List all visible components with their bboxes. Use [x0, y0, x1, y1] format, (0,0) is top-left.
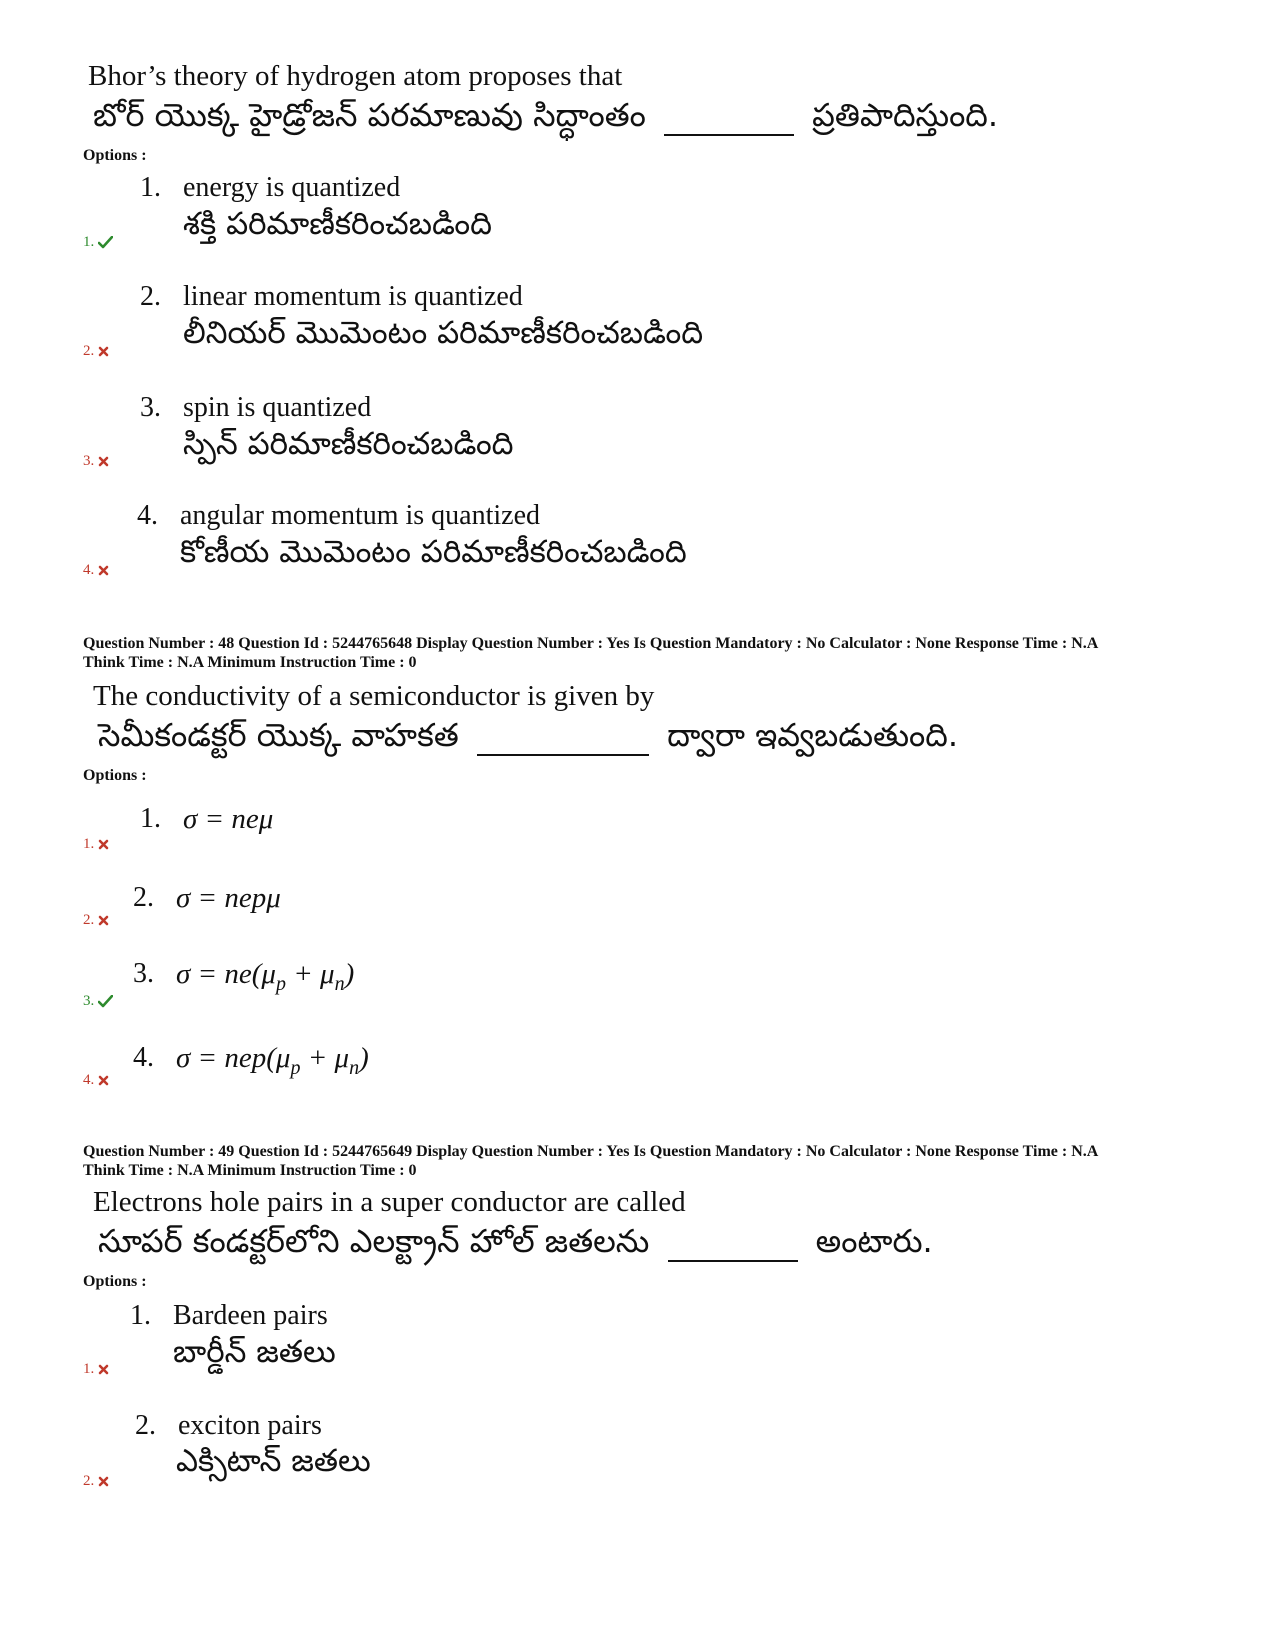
q47-option-3-marker-label: 3. — [83, 453, 95, 469]
q48-meta — [83, 634, 1098, 672]
q48-answer-blank — [477, 716, 649, 756]
q48-option-4-formula-mid: + μ — [300, 1042, 350, 1074]
q48-question-english: The conductivity of a semiconductor is given by — [93, 680, 655, 712]
q48-option-2-formula: σ = nepμ — [176, 882, 281, 914]
q47-option-3-number: 3. — [140, 392, 161, 423]
q49-option-1-number: 1. — [130, 1300, 151, 1331]
q48-option-3-formula-close: ) — [344, 958, 355, 990]
q47-option-2-english: linear momentum is quantized — [183, 281, 523, 312]
q48-option-4-formula-main: σ = nep(μ — [176, 1042, 291, 1074]
check-icon — [98, 236, 113, 249]
q47-option-3-marker — [83, 453, 109, 470]
q48-options-label: Options : — [83, 767, 147, 784]
q48-option-4-formula-close: ) — [359, 1042, 369, 1074]
q49-question-english: Electrons hole pairs in a super conductor are called — [93, 1186, 686, 1218]
q49-option-1-marker — [83, 1361, 109, 1378]
q47-question-telugu-part2: ప్రతిపాదిస్తుంది. — [812, 96, 999, 134]
q47-options-label: Options : — [83, 147, 147, 164]
q47-option-3-english: spin is quantized — [183, 392, 372, 423]
q49-option-2-english: exciton pairs — [178, 1410, 322, 1441]
cross-icon — [98, 1075, 109, 1086]
q49-meta-line-2: Think Time : N.A Minimum Instruction Time : 0 — [83, 1162, 417, 1179]
q48-option-4-marker — [83, 1072, 109, 1089]
q48-option-4-subscript-n: n — [349, 1056, 360, 1079]
q49-meta — [83, 1142, 1098, 1180]
q48-option-4-formula — [176, 1042, 369, 1080]
q48-option-1-number: 1. — [140, 803, 161, 834]
q49-answer-blank — [668, 1222, 798, 1262]
q47-option-1-telugu: శక్తి పరిమాణీకరించబడింది — [183, 206, 493, 242]
q48-question-telugu — [98, 716, 958, 762]
q48-option-4-number: 4. — [133, 1042, 154, 1073]
q47-option-1-marker — [83, 234, 113, 251]
q48-option-2-marker-label: 2. — [83, 912, 95, 928]
q47-option-2-number: 2. — [140, 281, 161, 312]
q47-option-4-english: angular momentum is quantized — [180, 500, 541, 531]
q49-question-telugu-part1: సూపర్ కండక్టర్‌లోని ఎలక్ట్రాన్ హోల్ జతలను — [98, 1222, 650, 1260]
q48-option-1-marker-label: 1. — [83, 836, 95, 852]
q47-option-1-number: 1. — [140, 172, 161, 203]
q47-option-2-marker — [83, 343, 109, 360]
q49-question-telugu — [98, 1222, 933, 1268]
q48-option-1-formula: σ = neμ — [183, 803, 274, 835]
q47-option-3-telugu: స్పిన్ పరిమాణీకరించబడింది — [183, 426, 514, 462]
q47-option-2-telugu: లీనియర్ మొమెంటం పరిమాణీకరించబడింది — [183, 315, 704, 351]
cross-icon — [98, 1364, 109, 1375]
q49-question-telugu-part2: అంటారు. — [815, 1222, 933, 1260]
q47-option-1-english: energy is quantized — [183, 172, 401, 203]
q47-option-4-number: 4. — [137, 500, 158, 531]
cross-icon — [98, 346, 109, 357]
q49-option-1-telugu: బార్డీన్ జతలు — [173, 1334, 336, 1370]
q47-option-4-marker-label: 4. — [83, 562, 95, 578]
q49-option-1-english: Bardeen pairs — [173, 1300, 328, 1331]
q49-option-2-marker-label: 2. — [83, 1473, 95, 1489]
q47-question-english: Bhor’s theory of hydrogen atom proposes that — [88, 60, 623, 92]
q48-option-3-marker — [83, 993, 113, 1010]
q48-option-3-formula — [176, 958, 354, 996]
q48-option-4-subscript-p: p — [290, 1056, 301, 1079]
q47-option-1-marker-label: 1. — [83, 234, 95, 250]
q48-option-3-formula-main: σ = ne(μ — [176, 958, 276, 990]
q49-option-2-number: 2. — [135, 1410, 156, 1441]
cross-icon — [98, 915, 109, 926]
q47-question-telugu-part1: బోర్ యొక్క హైడ్రోజన్ పరమాణువు సిద్ధాంతం — [93, 96, 646, 134]
q48-meta-line-1: Question Number : 48 Question Id : 5244765648 Display Question Number : Yes Is Question Mandatory : No Calculator : None Response Time : N.A — [83, 635, 1099, 652]
q48-option-3-number: 3. — [133, 958, 154, 989]
cross-icon — [98, 839, 109, 850]
q48-meta-line-2: Think Time : N.A Minimum Instruction Time : 0 — [83, 654, 417, 671]
q49-option-2-marker — [83, 1473, 109, 1490]
cross-icon — [98, 456, 109, 467]
q47-option-4-marker — [83, 562, 109, 579]
cross-icon — [98, 1476, 109, 1487]
q48-option-3-marker-label: 3. — [83, 993, 95, 1009]
q48-option-4-marker-label: 4. — [83, 1072, 95, 1088]
q48-option-1-marker — [83, 836, 109, 853]
q49-option-2-telugu: ఎక్సిటాన్ జతలు — [176, 1443, 371, 1479]
q48-question-telugu-part2: ద్వారా ఇవ్వబడుతుంది. — [667, 716, 959, 754]
q48-question-telugu-part1: సెమీకండక్టర్ యొక్క వాహకత — [98, 716, 459, 754]
q48-option-2-number: 2. — [133, 882, 154, 913]
q49-option-1-marker-label: 1. — [83, 1361, 95, 1377]
q48-option-3-subscript-p: p — [275, 972, 286, 995]
q49-meta-line-1: Question Number : 49 Question Id : 5244765649 Display Question Number : Yes Is Question Mandatory : No Calculator : None Response Time : N.A — [83, 1143, 1099, 1160]
q47-question-telugu — [93, 96, 998, 142]
q48-option-3-subscript-n: n — [334, 972, 345, 995]
cross-icon — [98, 565, 109, 576]
q47-option-2-marker-label: 2. — [83, 343, 95, 359]
q48-option-3-formula-mid: + μ — [285, 958, 335, 990]
q48-option-2-marker — [83, 912, 109, 929]
q47-option-4-telugu: కోణీయ మొమెంటం పరిమాణీకరించబడింది — [180, 534, 687, 570]
q49-options-label: Options : — [83, 1273, 147, 1290]
q47-answer-blank — [664, 96, 794, 136]
check-icon — [98, 995, 113, 1008]
